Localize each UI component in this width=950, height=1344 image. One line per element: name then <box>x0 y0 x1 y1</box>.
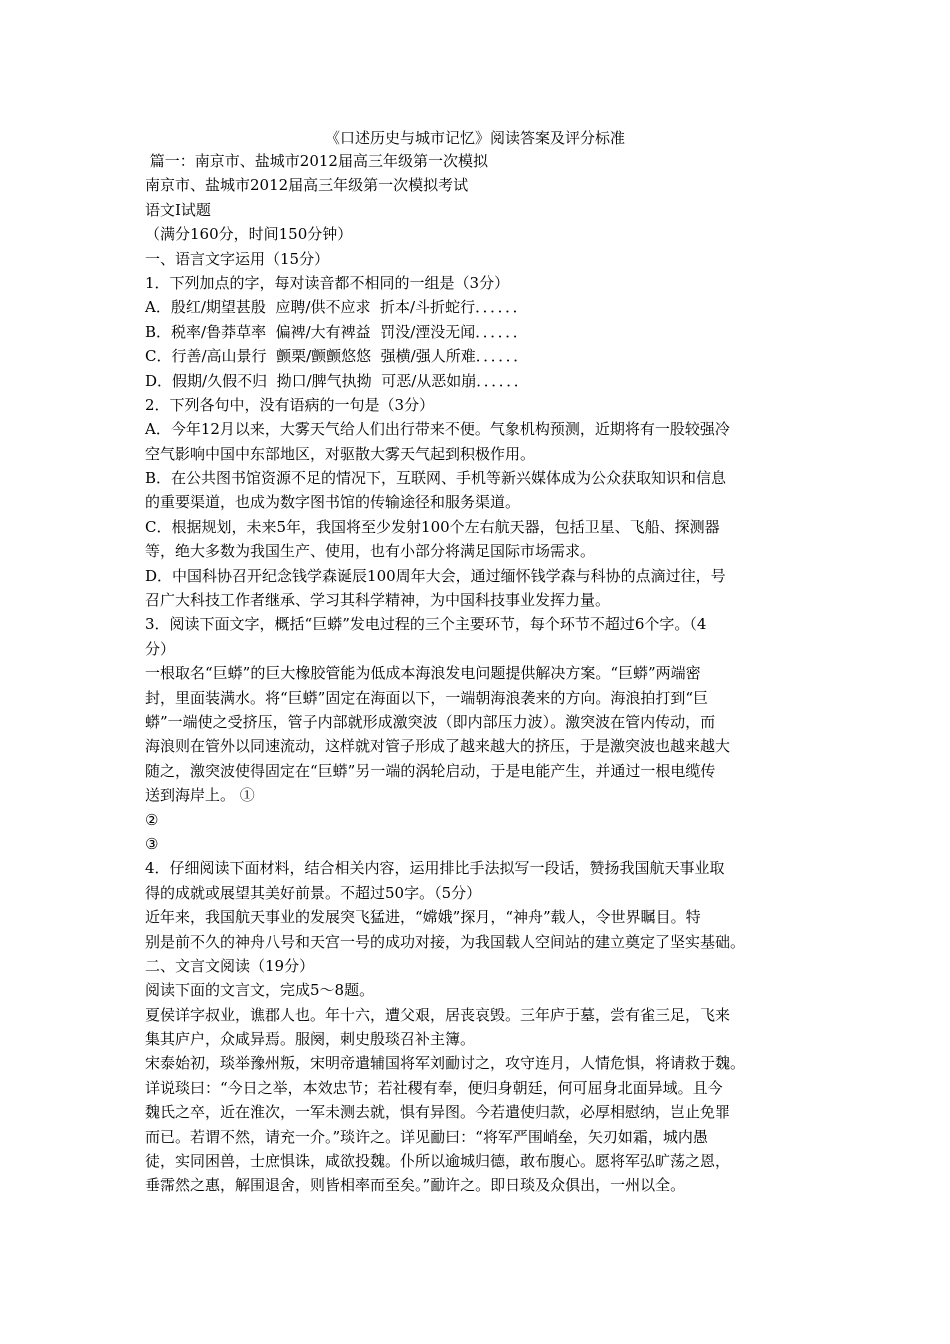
text-line: 3．阅读下面文字，概括“巨蟒”发电过程的三个主要环节，每个环节不超过6个字。（4 <box>145 615 707 634</box>
text-line: 空气影响中国中东部地区，对驱散大雾天气起到积极作用。 <box>145 444 536 463</box>
text-line: 二、文言文阅读（19分） <box>145 956 315 975</box>
text-line: 夏侯详字叔业，谯郡人也。年十六，遭父艰，居丧哀毁。三年庐于墓，尝有雀三足，飞来 <box>145 1005 731 1024</box>
text-line: 近年来，我国航天事业的发展突飞猛进，“嫦娥”探月，“神舟”载人，令世界瞩目。特 <box>145 908 701 927</box>
text-line: 篇一：南京市、盐城市2012届高三年级第一次模拟 <box>145 152 488 170</box>
text-line: 一根取名“巨蟒”的巨大橡胶管能为低成本海浪发电问题提供解决方案。“巨蟒”两端密 <box>145 664 701 683</box>
text-line: 蟒”一端使之受挤压，管子内部就形成激突波（即内部压力波）。激突波在管内传动，而 <box>145 712 716 731</box>
text-line: 1．下列加点的字，每对读音都不相同的一组是（3分） <box>145 273 510 292</box>
text-line: 宋泰始初，琰举豫州叛，宋明帝遣辅国将军刘勔讨之，攻守连月，人情危惧，将请救于魏。 <box>145 1054 746 1073</box>
text-line: B．税率/鲁莽草率 偏裨/大有裨益 罚没/湮没无闻．．．．．． <box>145 322 528 341</box>
text-line: A．殷红/期望甚殷 应聘/供不应求 折本/斗折蛇行．．．．．． <box>145 298 528 317</box>
text-line: 集其庐户，众咸异焉。服阕，刺史殷琰召补主簿。 <box>145 1030 476 1049</box>
text-line: A．今年12月以来，大雾天气给人们出行带来不便。气象机构预测，近期将有一股较强冷 <box>145 420 730 439</box>
text-line: 阅读下面的文言文，完成5～8题。 <box>145 981 375 1000</box>
text-line: C．根据规划，未来5年，我国将至少发射100个左右航天器，包括卫星、飞船、探测器 <box>145 517 720 536</box>
text-line: 而已。若谓不然，请充一介。”琰许之。详见勔曰：“将军严围峭垒，矢刃如霜，城内愚 <box>145 1127 708 1146</box>
text-line: 详说琰曰：“今日之举，本效忠节；若社稷有奉，便归身朝廷，何可屈身北面异域。且今 <box>145 1078 723 1097</box>
text-line: 的重要渠道，也成为数字图书馆的传输途径和服务渠道。 <box>145 493 521 512</box>
text-line: B．在公共图书馆资源不足的情况下，互联网、手机等新兴媒体成为公众获取知识和信息 <box>145 469 727 488</box>
text-line: D．假期/久假不归 拗口/脾气执拗 可恶/从恶如崩．．．．．． <box>145 371 529 390</box>
document-body <box>145 149 807 1198</box>
text-line: 徒，实同困兽，士庶惧诛，咸欲投魏。仆所以逾城归德，敢布腹心。愿将军弘旷荡之恩， <box>145 1152 731 1171</box>
text-line: 4．仔细阅读下面材料，结合相关内容，运用排比手法拟写一段话，赞扬我国航天事业取 <box>145 859 725 878</box>
text-line: 魏氏之卒，近在淮次，一军未测去就，惧有异图。今若遣使归款，必厚相慰纳，岂止免罪 <box>145 1103 731 1122</box>
text-line: 海浪则在管外以同速流动，这样就对管子形成了越来越大的挤压，于是激突波也越来越大 <box>145 737 731 756</box>
text-line: 分） <box>145 639 176 658</box>
text-line: 封，里面装满水。将“巨蟒”固定在海面以下，一端朝海浪袭来的方向。海浪拍打到“巨 <box>145 688 709 707</box>
text-line: C．行善/高山景行 颤栗/颤颤悠悠 强横/强人所难．．．．．． <box>145 347 529 366</box>
text-line: 别是前不久的神舟八号和天宫一号的成功对接，为我国载人空间站的建立奠定了坚实基础。 <box>145 932 746 951</box>
text-line: D．中国科协召开纪念钱学森诞辰100周年大会，通过缅怀钱学森与科协的点滴过往，号 <box>145 566 726 585</box>
text-line: 语文Ⅰ试题 <box>145 200 211 219</box>
text-line: 随之，激突波使得固定在“巨蟒”另一端的涡轮启动，于是电能产生，并通过一根电缆传 <box>145 761 716 780</box>
text-line: 召广大科技工作者继承、学习其科学精神，为中国科技事业发挥力量。 <box>145 591 611 610</box>
text-line: 南京市、盐城市2012届高三年级第一次模拟考试 <box>145 176 469 195</box>
document-title: 《口述历史与城市记忆》阅读答案及评分标准 <box>324 129 625 147</box>
text-line: 一、语言文字运用（15分） <box>145 249 330 268</box>
text-line: （满分160分，时间150分钟） <box>145 225 353 244</box>
text-line: 得的成就或展望其美好前景。不超过50字。（5分） <box>145 883 482 902</box>
text-line: ③ <box>145 834 159 853</box>
text-line: ② <box>145 810 159 829</box>
text-line: 送到海岸上。 ① <box>145 786 255 805</box>
text-line: 等，绝大多数为我国生产、使用，也有小部分将满足国际市场需求。 <box>145 542 596 561</box>
text-line: 垂霈然之惠，解围退舍，则皆相率而至矣。”勔许之。即日琰及众俱出，一州以全。 <box>145 1176 686 1195</box>
text-line: 2．下列各句中，没有语病的一句是（3分） <box>145 395 435 414</box>
